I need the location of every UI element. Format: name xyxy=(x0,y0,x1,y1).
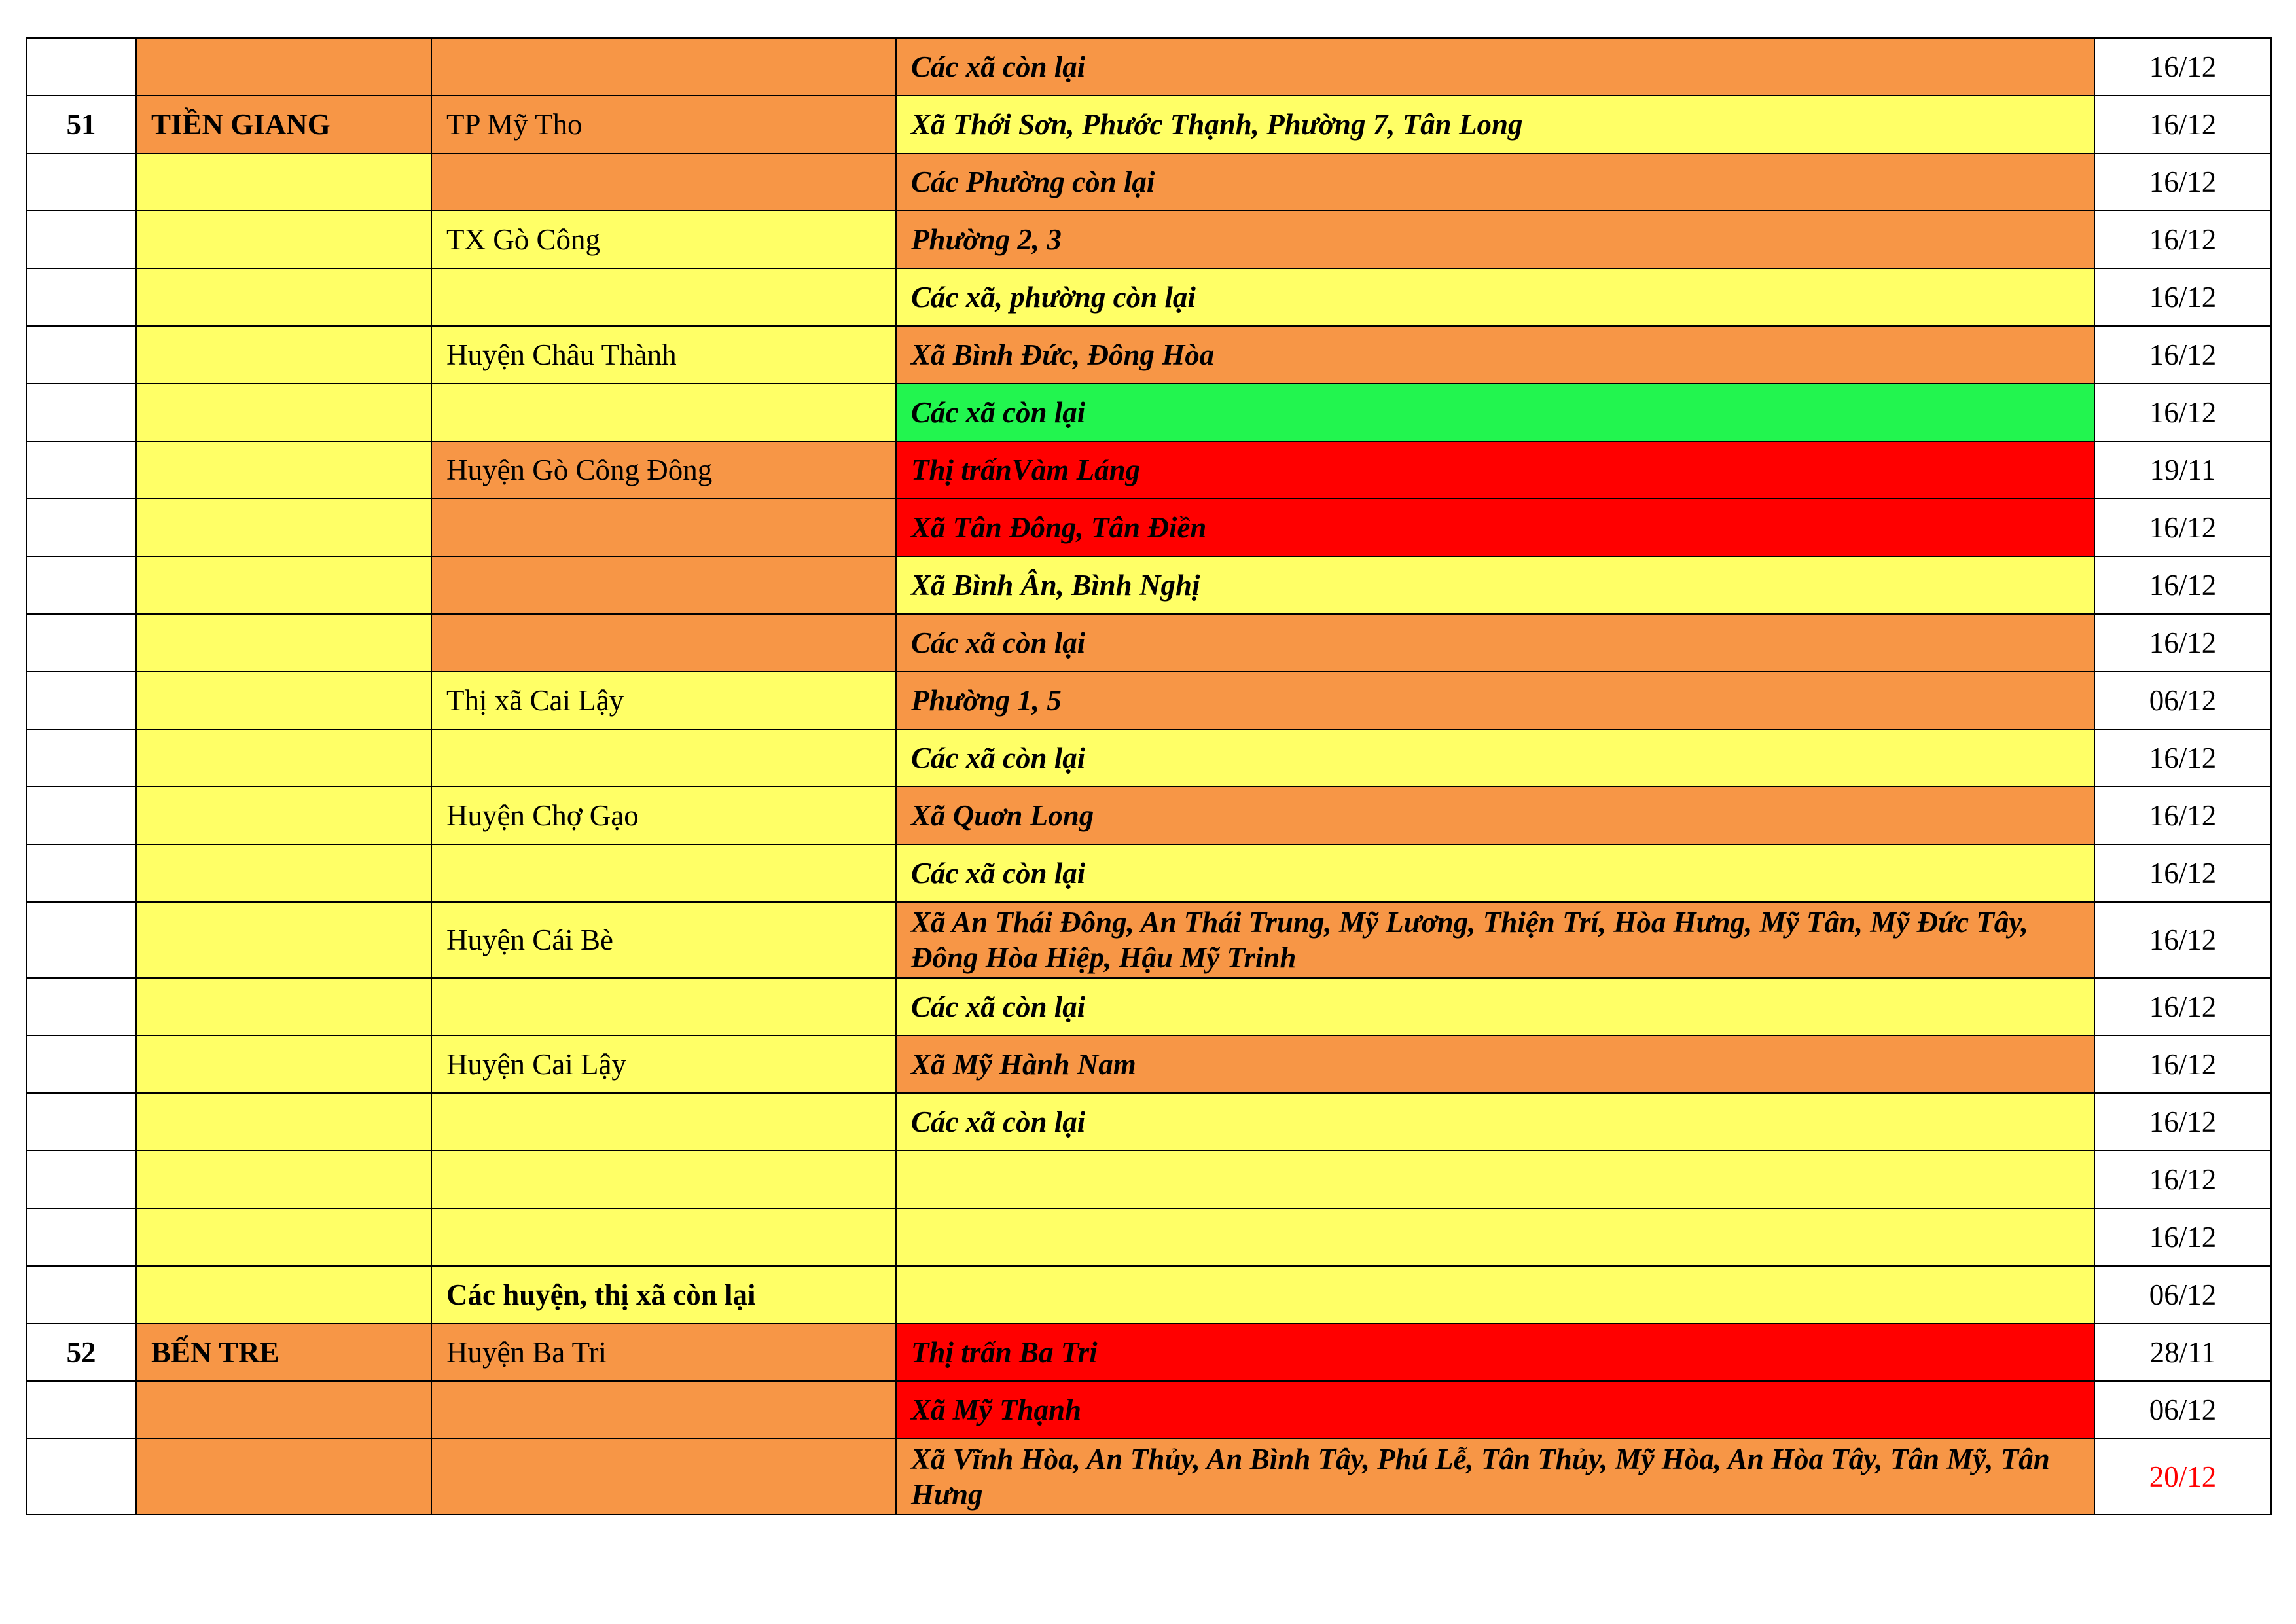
area-cell: Xã Vĩnh Hòa, An Thủy, An Bình Tây, Phú Lễ, Tân Thủy, Mỹ Hòa, An Hòa Tây, Tân Mỹ, Tân Hưng xyxy=(896,1439,2094,1515)
date-cell: 19/11 xyxy=(2094,441,2271,499)
table-row xyxy=(26,729,2271,787)
row-number-cell: 52 xyxy=(26,1324,136,1381)
date-cell: 16/12 xyxy=(2094,729,2271,787)
date-cell: 16/12 xyxy=(2094,96,2271,153)
table-row xyxy=(26,614,2271,672)
row-number-cell xyxy=(26,978,136,1036)
table-row xyxy=(26,1381,2271,1439)
table-row xyxy=(26,268,2271,326)
area-cell: Thị trấn Ba Tri xyxy=(896,1324,2094,1381)
date-cell: 16/12 xyxy=(2094,38,2271,96)
district-cell xyxy=(431,153,896,211)
date-cell: 16/12 xyxy=(2094,556,2271,614)
table-row xyxy=(26,1439,2271,1515)
area-cell: Xã Mỹ Hành Nam xyxy=(896,1036,2094,1093)
province-cell xyxy=(136,614,431,672)
row-number-cell xyxy=(26,844,136,902)
province-cell xyxy=(136,441,431,499)
area-cell: Phường 1, 5 xyxy=(896,672,2094,729)
row-number-cell xyxy=(26,672,136,729)
province-cell xyxy=(136,1036,431,1093)
row-number-cell xyxy=(26,441,136,499)
district-cell: TP Mỹ Tho xyxy=(431,96,896,153)
table-row xyxy=(26,672,2271,729)
date-cell: 20/12 xyxy=(2094,1439,2271,1515)
row-number-cell: 51 xyxy=(26,96,136,153)
province-cell xyxy=(136,1151,431,1208)
area-cell xyxy=(896,1208,2094,1266)
date-cell: 06/12 xyxy=(2094,672,2271,729)
row-number-cell xyxy=(26,384,136,441)
province-cell: BẾN TRE xyxy=(136,1324,431,1381)
date-cell: 16/12 xyxy=(2094,844,2271,902)
area-cell: Xã An Thái Đông, An Thái Trung, Mỹ Lương, Thiện Trí, Hòa Hưng, Mỹ Tân, Mỹ Đức Tây, Đông Hòa Hiệp, Hậu Mỹ Trinh xyxy=(896,902,2094,978)
district-cell xyxy=(431,1093,896,1151)
row-number-cell xyxy=(26,1036,136,1093)
table-row xyxy=(26,787,2271,844)
district-cell xyxy=(431,384,896,441)
district-cell xyxy=(431,1208,896,1266)
area-cell: Xã Quơn Long xyxy=(896,787,2094,844)
province-cell xyxy=(136,326,431,384)
risk-level-table xyxy=(26,37,2272,1515)
area-cell: Các xã còn lại xyxy=(896,384,2094,441)
row-number-cell xyxy=(26,268,136,326)
date-cell: 16/12 xyxy=(2094,384,2271,441)
table-row xyxy=(26,499,2271,556)
date-cell: 16/12 xyxy=(2094,211,2271,268)
table-row xyxy=(26,211,2271,268)
province-cell: TIỀN GIANG xyxy=(136,96,431,153)
province-cell xyxy=(136,556,431,614)
row-number-cell xyxy=(26,614,136,672)
table-row xyxy=(26,978,2271,1036)
area-cell: Thị trấnVàm Láng xyxy=(896,441,2094,499)
table-row xyxy=(26,902,2271,978)
date-cell: 16/12 xyxy=(2094,902,2271,978)
province-cell xyxy=(136,268,431,326)
district-cell: Các huyện, thị xã còn lại xyxy=(431,1266,896,1324)
table-row xyxy=(26,1151,2271,1208)
date-cell: 28/11 xyxy=(2094,1324,2271,1381)
row-number-cell xyxy=(26,326,136,384)
province-cell xyxy=(136,1093,431,1151)
province-cell xyxy=(136,384,431,441)
table-row xyxy=(26,1036,2271,1093)
date-cell: 16/12 xyxy=(2094,499,2271,556)
table-row xyxy=(26,441,2271,499)
date-cell: 16/12 xyxy=(2094,1208,2271,1266)
province-cell xyxy=(136,672,431,729)
area-cell xyxy=(896,1266,2094,1324)
table-body xyxy=(26,38,2271,1515)
area-cell: Các xã còn lại xyxy=(896,978,2094,1036)
table-row xyxy=(26,1208,2271,1266)
province-cell xyxy=(136,1439,431,1515)
row-number-cell xyxy=(26,1208,136,1266)
area-cell: Xã Tân Đông, Tân Điền xyxy=(896,499,2094,556)
table-row xyxy=(26,153,2271,211)
district-cell xyxy=(431,556,896,614)
row-number-cell xyxy=(26,1439,136,1515)
row-number-cell xyxy=(26,499,136,556)
date-cell: 16/12 xyxy=(2094,787,2271,844)
date-cell: 06/12 xyxy=(2094,1266,2271,1324)
district-cell xyxy=(431,499,896,556)
table-row xyxy=(26,556,2271,614)
row-number-cell xyxy=(26,38,136,96)
district-cell xyxy=(431,1381,896,1439)
date-cell: 16/12 xyxy=(2094,268,2271,326)
district-cell xyxy=(431,614,896,672)
area-cell: Các xã, phường còn lại xyxy=(896,268,2094,326)
province-cell xyxy=(136,902,431,978)
district-cell: Huyện Ba Tri xyxy=(431,1324,896,1381)
province-cell xyxy=(136,499,431,556)
district-cell xyxy=(431,38,896,96)
table-row xyxy=(26,384,2271,441)
province-cell xyxy=(136,211,431,268)
area-cell: Xã Thới Sơn, Phước Thạnh, Phường 7, Tân Long xyxy=(896,96,2094,153)
area-cell: Các xã còn lại xyxy=(896,1093,2094,1151)
district-cell xyxy=(431,844,896,902)
area-cell: Các xã còn lại xyxy=(896,38,2094,96)
date-cell: 16/12 xyxy=(2094,614,2271,672)
row-number-cell xyxy=(26,787,136,844)
district-cell xyxy=(431,1151,896,1208)
area-cell: Các xã còn lại xyxy=(896,729,2094,787)
district-cell: Huyện Châu Thành xyxy=(431,326,896,384)
area-cell: Xã Mỹ Thạnh xyxy=(896,1381,2094,1439)
date-cell: 16/12 xyxy=(2094,1151,2271,1208)
district-cell: Huyện Cái Bè xyxy=(431,902,896,978)
province-cell xyxy=(136,787,431,844)
province-cell xyxy=(136,38,431,96)
area-cell: Xã Bình Đức, Đông Hòa xyxy=(896,326,2094,384)
province-cell xyxy=(136,1266,431,1324)
table-row xyxy=(26,96,2271,153)
date-cell: 16/12 xyxy=(2094,1036,2271,1093)
province-cell xyxy=(136,729,431,787)
province-cell xyxy=(136,1381,431,1439)
district-cell xyxy=(431,729,896,787)
area-cell xyxy=(896,1151,2094,1208)
district-cell: Huyện Chợ Gạo xyxy=(431,787,896,844)
row-number-cell xyxy=(26,153,136,211)
row-number-cell xyxy=(26,556,136,614)
date-cell: 16/12 xyxy=(2094,1093,2271,1151)
table-row xyxy=(26,1324,2271,1381)
row-number-cell xyxy=(26,1266,136,1324)
district-cell xyxy=(431,268,896,326)
row-number-cell xyxy=(26,729,136,787)
district-cell: Huyện Cai Lậy xyxy=(431,1036,896,1093)
table-row xyxy=(26,1093,2271,1151)
province-cell xyxy=(136,153,431,211)
row-number-cell xyxy=(26,211,136,268)
date-cell: 16/12 xyxy=(2094,326,2271,384)
table-row xyxy=(26,1266,2271,1324)
district-cell: TX Gò Công xyxy=(431,211,896,268)
district-cell xyxy=(431,1439,896,1515)
row-number-cell xyxy=(26,1093,136,1151)
area-cell: Các Phường còn lại xyxy=(896,153,2094,211)
row-number-cell xyxy=(26,1381,136,1439)
table-row xyxy=(26,326,2271,384)
district-cell xyxy=(431,978,896,1036)
district-cell: Thị xã Cai Lậy xyxy=(431,672,896,729)
area-cell: Các xã còn lại xyxy=(896,614,2094,672)
row-number-cell xyxy=(26,902,136,978)
row-number-cell xyxy=(26,1151,136,1208)
province-cell xyxy=(136,1208,431,1266)
province-cell xyxy=(136,978,431,1036)
date-cell: 06/12 xyxy=(2094,1381,2271,1439)
table-row xyxy=(26,844,2271,902)
area-cell: Các xã còn lại xyxy=(896,844,2094,902)
province-cell xyxy=(136,844,431,902)
table-row xyxy=(26,38,2271,96)
date-cell: 16/12 xyxy=(2094,153,2271,211)
date-cell: 16/12 xyxy=(2094,978,2271,1036)
area-cell: Xã Bình Ân, Bình Nghị xyxy=(896,556,2094,614)
district-cell: Huyện Gò Công Đông xyxy=(431,441,896,499)
area-cell: Phường 2, 3 xyxy=(896,211,2094,268)
